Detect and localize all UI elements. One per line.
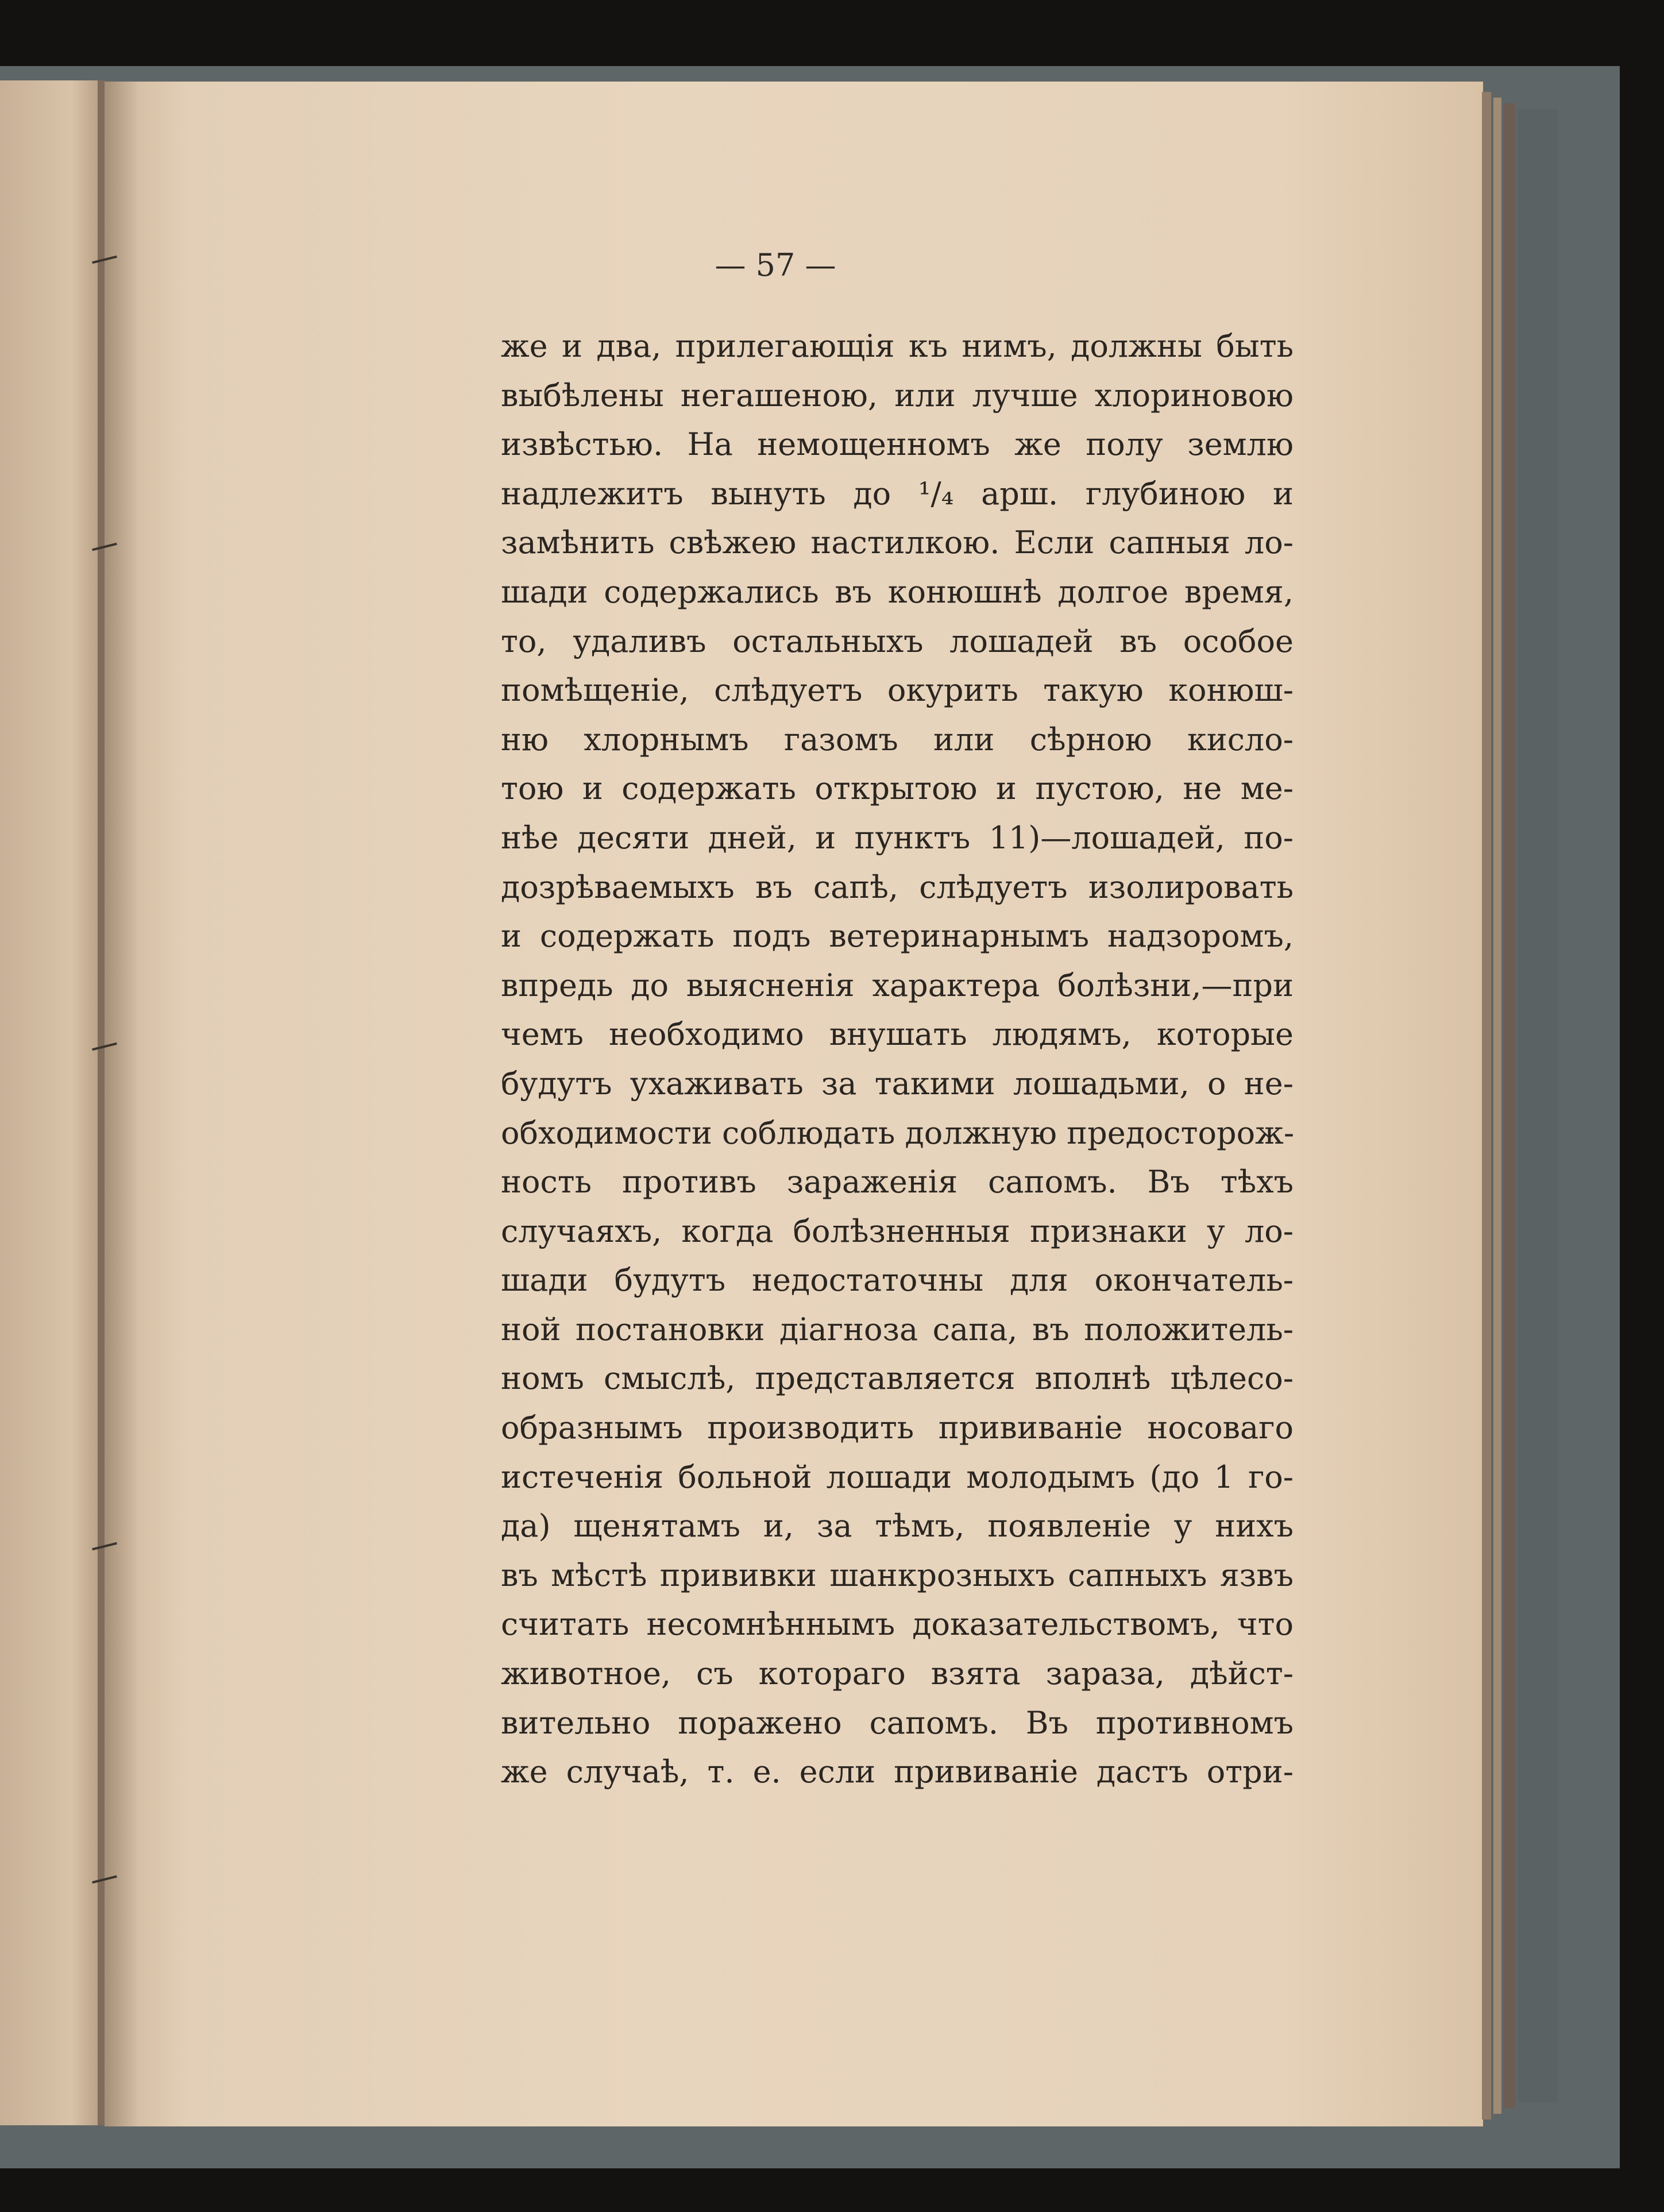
text-line: шади будутъ недостаточны для окончатель-: [501, 1262, 1294, 1299]
page-stack-edge: [1504, 103, 1515, 2108]
text-line: тою и содержать открытою и пустою, не ме-: [501, 770, 1294, 807]
left-page-edge: [0, 80, 102, 2125]
page-number: — 57 —: [715, 247, 836, 283]
text-line: ню хлорнымъ газомъ или сѣрною кисло-: [501, 721, 1294, 758]
text-line: истеченія больной лошади молодымъ (до 1 го-: [501, 1458, 1294, 1495]
text-line: чемъ необходимо внушать людямъ, которые: [501, 1016, 1294, 1053]
text-line: помѣщеніе, слѣдуетъ окурить такую конюш-: [501, 672, 1294, 709]
text-line: считать несомнѣннымъ доказательствомъ, что: [501, 1606, 1294, 1643]
page-stack-edge: [1482, 92, 1491, 2120]
page-stack-edge: [1493, 98, 1501, 2114]
text-line: нѣе десяти дней, и пунктъ 11)—лошадей, по-: [501, 819, 1294, 856]
text-line: номъ смыслѣ, представляется вполнѣ цѣлесо-: [501, 1360, 1294, 1397]
text-line: будутъ ухаживать за такими лошадьми, о не-: [501, 1065, 1294, 1102]
text-line: да) щенятамъ и, за тѣмъ, появленіе у нихъ: [501, 1508, 1294, 1545]
text-line: вительно поражено сапомъ. Въ противномъ: [501, 1704, 1294, 1741]
text-line: образнымъ производить прививаніе носоваго: [501, 1410, 1294, 1446]
text-line: то, удаливъ остальныхъ лошадей въ особое: [501, 623, 1294, 659]
page-gutter: [105, 82, 139, 2126]
text-line: надлежитъ вынуть до ¹/₄ арш. глубиною и: [501, 475, 1294, 512]
text-line: ность противъ зараженія сапомъ. Въ тѣхъ: [501, 1164, 1294, 1200]
text-line: выбѣлены негашеною, или лучше хлориновою: [501, 377, 1294, 414]
text-line: шади содержались въ конюшнѣ долгое время,: [501, 573, 1294, 610]
book-cover-edge: [1518, 109, 1558, 2102]
text-line: замѣнить свѣжею настилкою. Если сапныя ло-: [501, 524, 1294, 561]
text-line: впредь до выясненія характера болѣзни,—при: [501, 967, 1294, 1003]
text-line: ной постановки діагноза сапа, въ положитель-: [501, 1311, 1294, 1348]
text-line: случаяхъ, когда болѣзненныя признаки у ло-: [501, 1213, 1294, 1249]
text-line: дозрѣваемыхъ въ сапѣ, слѣдуетъ изолировать: [501, 868, 1294, 905]
text-line: же случаѣ, т. е. если прививаніе дастъ отри-: [501, 1754, 1294, 1790]
text-line: и содержать подъ ветеринарнымъ надзоромъ,: [501, 918, 1294, 955]
text-line: извѣстью. На немощенномъ же полу землю: [501, 426, 1294, 463]
text-line: животное, съ котораго взята зараза, дѣйст-: [501, 1655, 1294, 1692]
text-line: въ мѣстѣ прививки шанкрозныхъ сапныхъ язвъ: [501, 1557, 1294, 1593]
text-line: обходимости соблюдать должную предосторож-: [501, 1114, 1295, 1151]
text-line: же и два, прилегающія къ нимъ, должны быть: [501, 328, 1294, 364]
body-text: [501, 322, 1294, 1797]
